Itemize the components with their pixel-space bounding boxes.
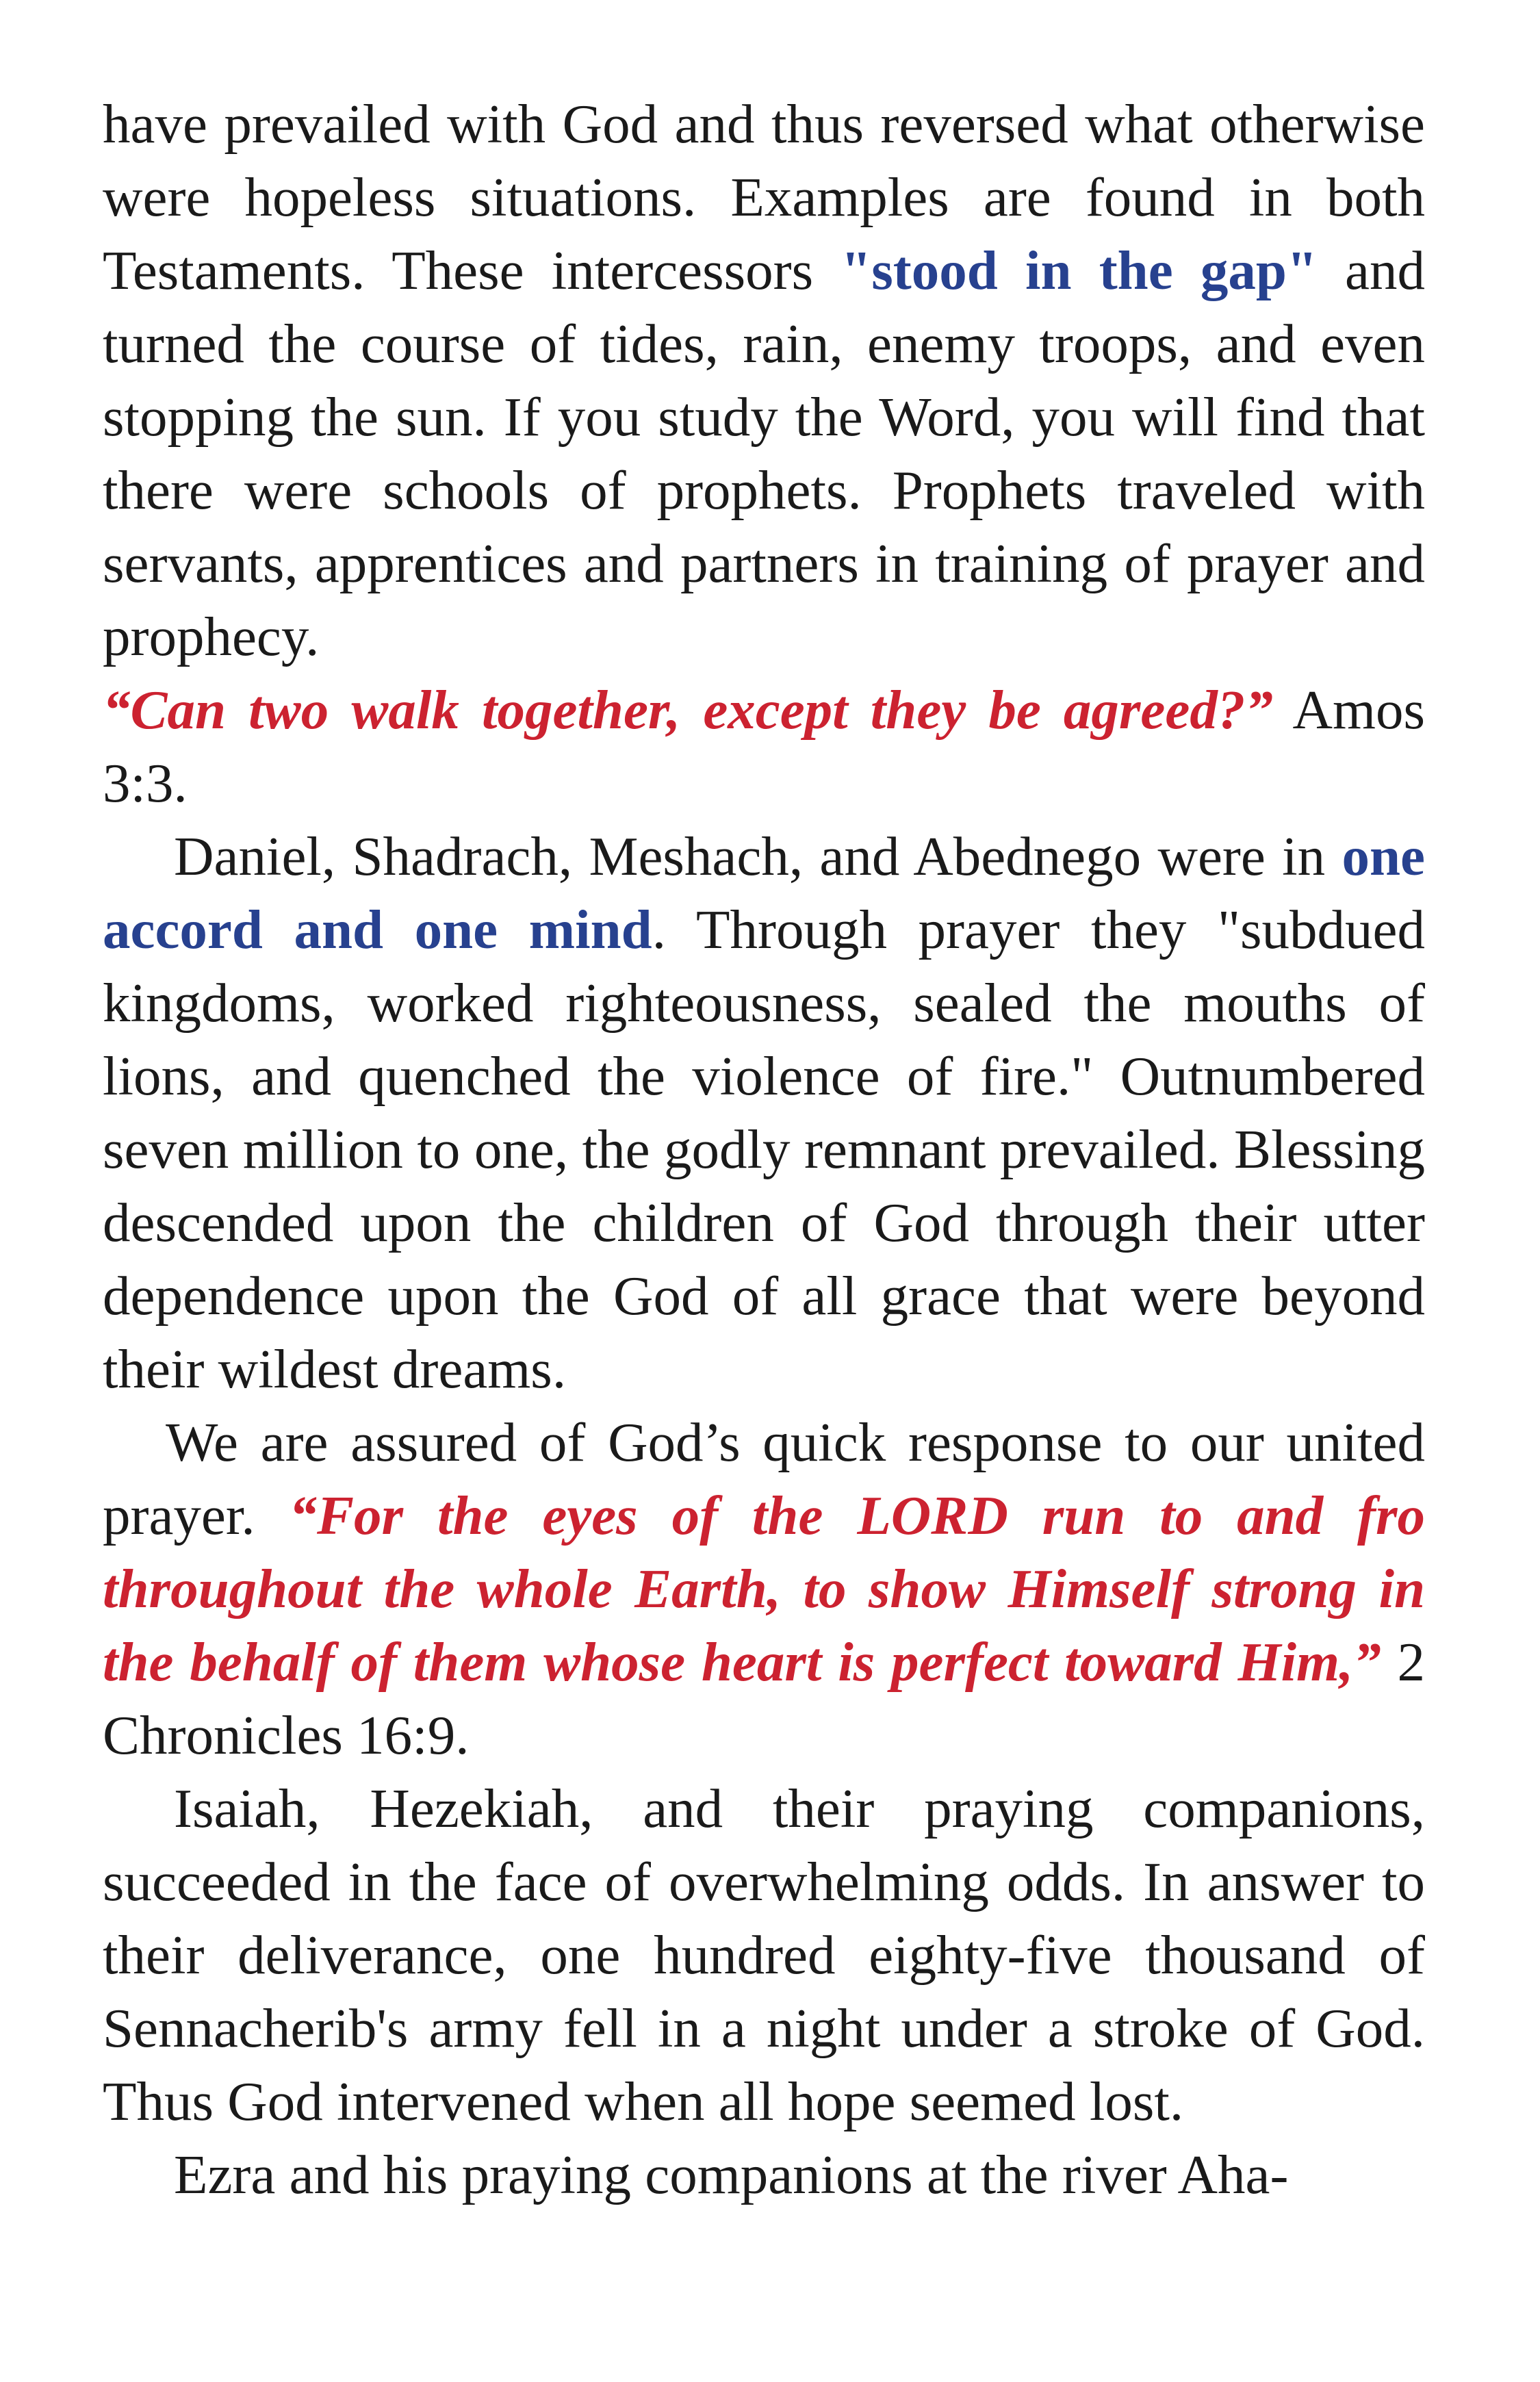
scripture-reference: 2 Chronicles 16:9. — [103, 1631, 1425, 1766]
paragraph-text: have prevailed with God and thus reversed what otherwise were hopeless situations. Examples are found in both Testaments. These intercessors — [103, 93, 1425, 301]
paragraph-isaiah — [103, 1772, 1425, 2138]
paragraph-daniel — [103, 820, 1425, 1406]
scripture-quote-amos: “Can two walk together, except they be agreed?” — [103, 679, 1273, 741]
emphasis-stood-in-the-gap: "stood in the gap" — [840, 240, 1318, 301]
paragraph-intercessors — [103, 88, 1425, 674]
paragraph-ezra — [103, 2138, 1425, 2212]
paragraph-text: We are assured of God’s quick response to our united prayer. — [103, 1411, 1425, 1546]
paragraph-text: Ezra and his praying companions at the river Aha- — [174, 2144, 1289, 2205]
paragraph-text: Isaiah, Hezekiah, and their praying companions, succeeded in the face of overwhelming odds. In answer to their deliverance, one hundred eighty-five thousand of Sennacherib's army fell in a night under a stroke of God. Thus God intervened when all hope seemed lost. — [103, 1778, 1425, 2132]
book-page — [103, 88, 1425, 2212]
paragraph-text: Daniel, Shadrach, Meshach, and Abednego were in — [174, 825, 1342, 887]
scripture-reference: Amos 3:3. — [103, 679, 1426, 814]
paragraph-amos-quote — [103, 674, 1425, 820]
paragraph-text: and turned the course of tides, rain, enemy troops, and even stopping the sun. If you study the Word, you will find that there were schools of prophets. Prophets traveled with servants, apprentices and partners in training of prayer and prophecy. — [103, 240, 1425, 667]
paragraph-text: . Through prayer they "subdued kingdoms, worked righteousness, sealed the mouths of lions, and quenched the violence of fire." Outnumbered seven million to one, the godly remnant prevailed. Blessing descended upon the children of God through their utter dependence upon the God of all grace that were beyond their wildest dreams. — [103, 899, 1425, 1400]
scripture-quote-chronicles: “For the eyes of the LORD run to and fro throughout the whole Earth, to show Himself strong in the behalf of them whose heart is perfect toward Him,” — [103, 1485, 1425, 1693]
emphasis-one-accord: one accord and one mind — [103, 825, 1425, 960]
paragraph-assured — [103, 1406, 1425, 1772]
